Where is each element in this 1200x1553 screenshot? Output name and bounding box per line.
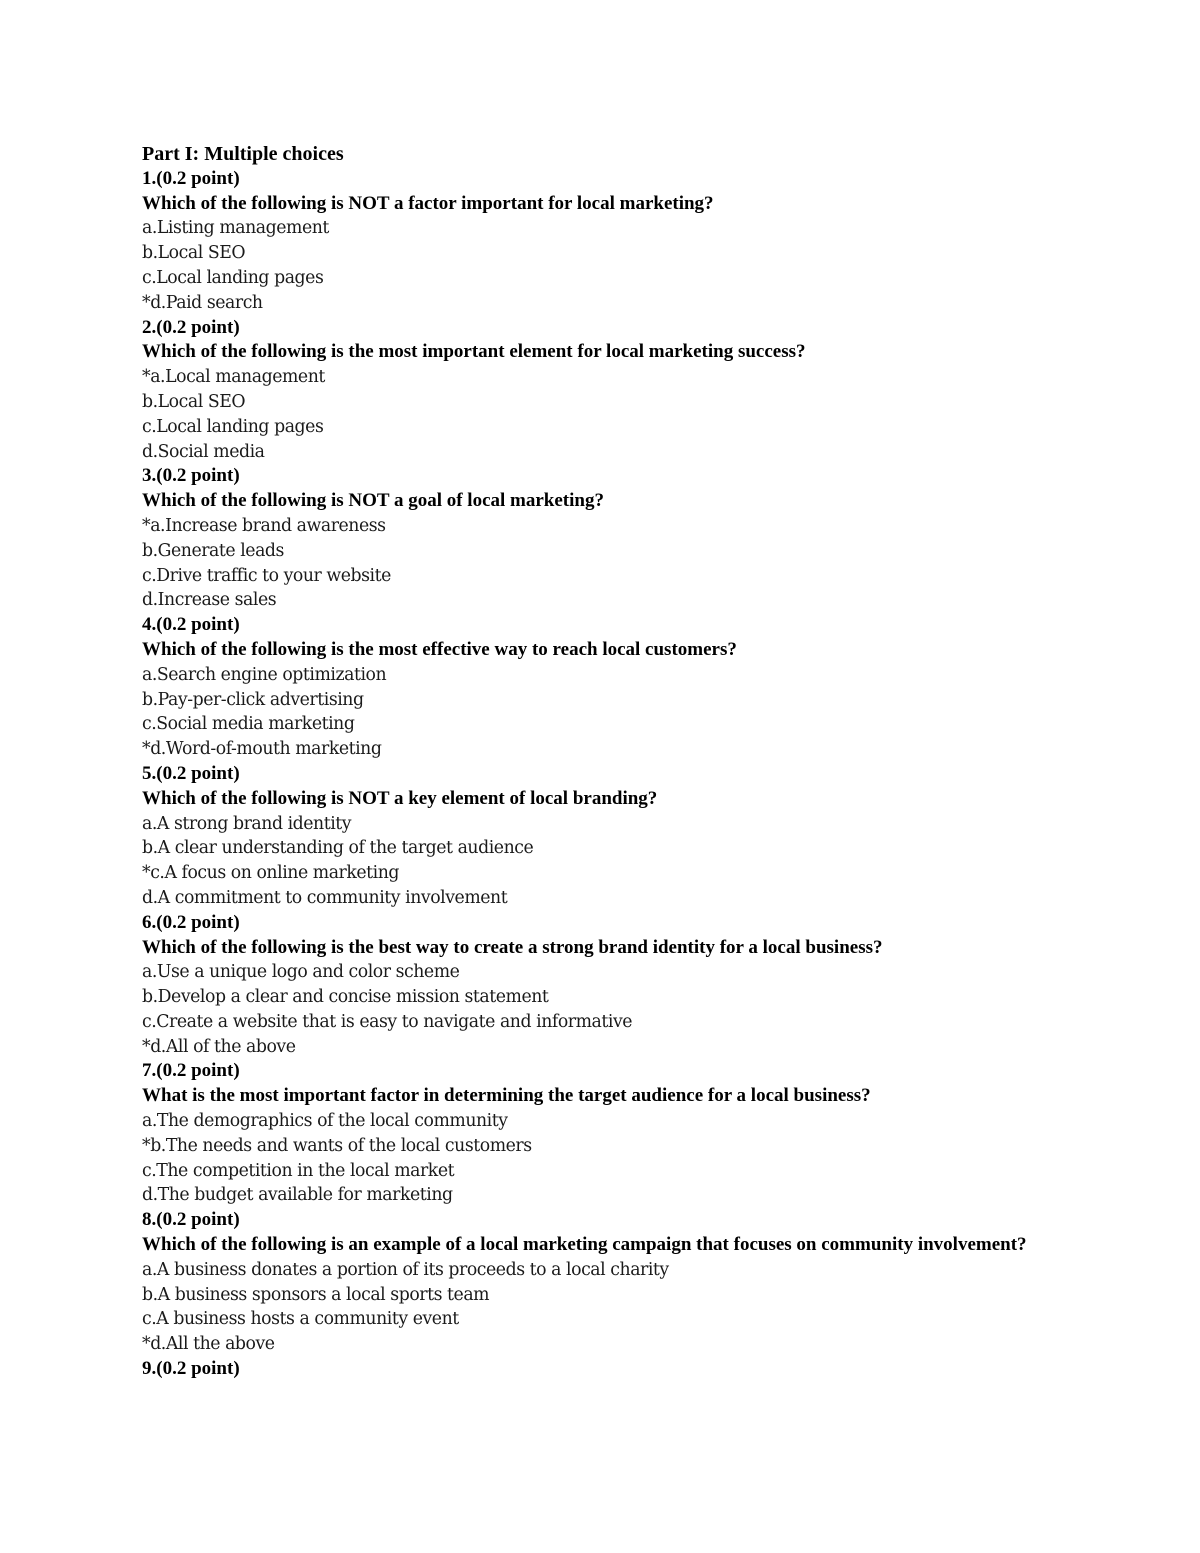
question-number: 5.(0.2 point) [142,762,240,784]
question-number: 8.(0.2 point) [142,1209,240,1231]
question-number: 7.(0.2 point) [142,1060,240,1082]
question-text: Which of the following is an example of a local marketing campaign that focuses on community involvement? [142,1234,1027,1256]
answer-option: c.Local landing pages [142,267,324,288]
question-text: Which of the following is NOT a factor important for local marketing? [142,192,714,214]
answer-option: b.Local SEO [142,391,246,412]
question-number: 9.(0.2 point) [142,1358,240,1380]
answer-option: a.Search engine optimization [142,664,387,685]
answer-option: c.Create a website that is easy to navigate and informative [142,1011,633,1032]
question-block [142,1059,1042,1208]
answer-option: *b.The needs and wants of the local customers [142,1135,532,1156]
question-number: 2.(0.2 point) [142,316,240,338]
answer-option: *a.Local management [142,367,325,388]
question-number: 4.(0.2 point) [142,614,240,636]
question-number: 1.(0.2 point) [142,167,240,189]
answer-option: *d.All the above [142,1334,275,1355]
answer-option: b.A business sponsors a local sports team [142,1284,490,1305]
answer-option: b.Pay-per-click advertising [142,689,364,710]
answer-option: b.Generate leads [142,540,284,561]
answer-option: b.Local SEO [142,243,246,264]
answer-option: c.Drive traffic to your website [142,565,391,586]
answer-option: a.Listing management [142,218,329,239]
question-block [142,1357,1042,1382]
question-text: Which of the following is NOT a key element of local branding? [142,787,658,809]
question-text: What is the most important factor in determining the target audience for a local business? [142,1085,871,1107]
answer-option: c.The competition in the local market [142,1160,455,1181]
question-block [142,167,1042,316]
question-text: Which of the following is NOT a goal of local marketing? [142,490,604,512]
answer-option: b.A clear understanding of the target audience [142,838,534,859]
quiz-content [142,142,1042,1382]
question-block [142,464,1042,613]
answer-option: d.Social media [142,441,265,462]
answer-option: *d.Paid search [142,292,263,313]
answer-option: d.The budget available for marketing [142,1185,453,1206]
answer-option: b.Develop a clear and concise mission statement [142,987,549,1008]
answer-option: c.Social media marketing [142,714,355,735]
question-block [142,1208,1042,1357]
question-block [142,316,1042,465]
answer-option: a.A business donates a portion of its proceeds to a local charity [142,1259,669,1280]
section-title: Part I: Multiple choices [142,143,344,165]
answer-option: a.The demographics of the local community [142,1111,508,1132]
answer-option: *c.A focus on online marketing [142,863,400,884]
answer-option: d.Increase sales [142,590,277,611]
question-number: 3.(0.2 point) [142,465,240,487]
question-text: Which of the following is the best way to create a strong brand identity for a local business? [142,936,883,958]
question-block [142,911,1042,1060]
answer-option: *a.Increase brand awareness [142,515,386,536]
question-text: Which of the following is the most effective way to reach local customers? [142,638,737,660]
question-number: 6.(0.2 point) [142,911,240,933]
answer-option: d.A commitment to community involvement [142,887,508,908]
question-block [142,613,1042,762]
answer-option: c.Local landing pages [142,416,324,437]
answer-option: a.A strong brand identity [142,813,352,834]
answer-option: a.Use a unique logo and color scheme [142,962,460,983]
answer-option: c.A business hosts a community event [142,1309,459,1330]
answer-option: *d.Word-of-mouth marketing [142,739,382,760]
answer-option: *d.All of the above [142,1036,296,1057]
question-block [142,762,1042,911]
question-text: Which of the following is the most important element for local marketing success? [142,341,806,363]
